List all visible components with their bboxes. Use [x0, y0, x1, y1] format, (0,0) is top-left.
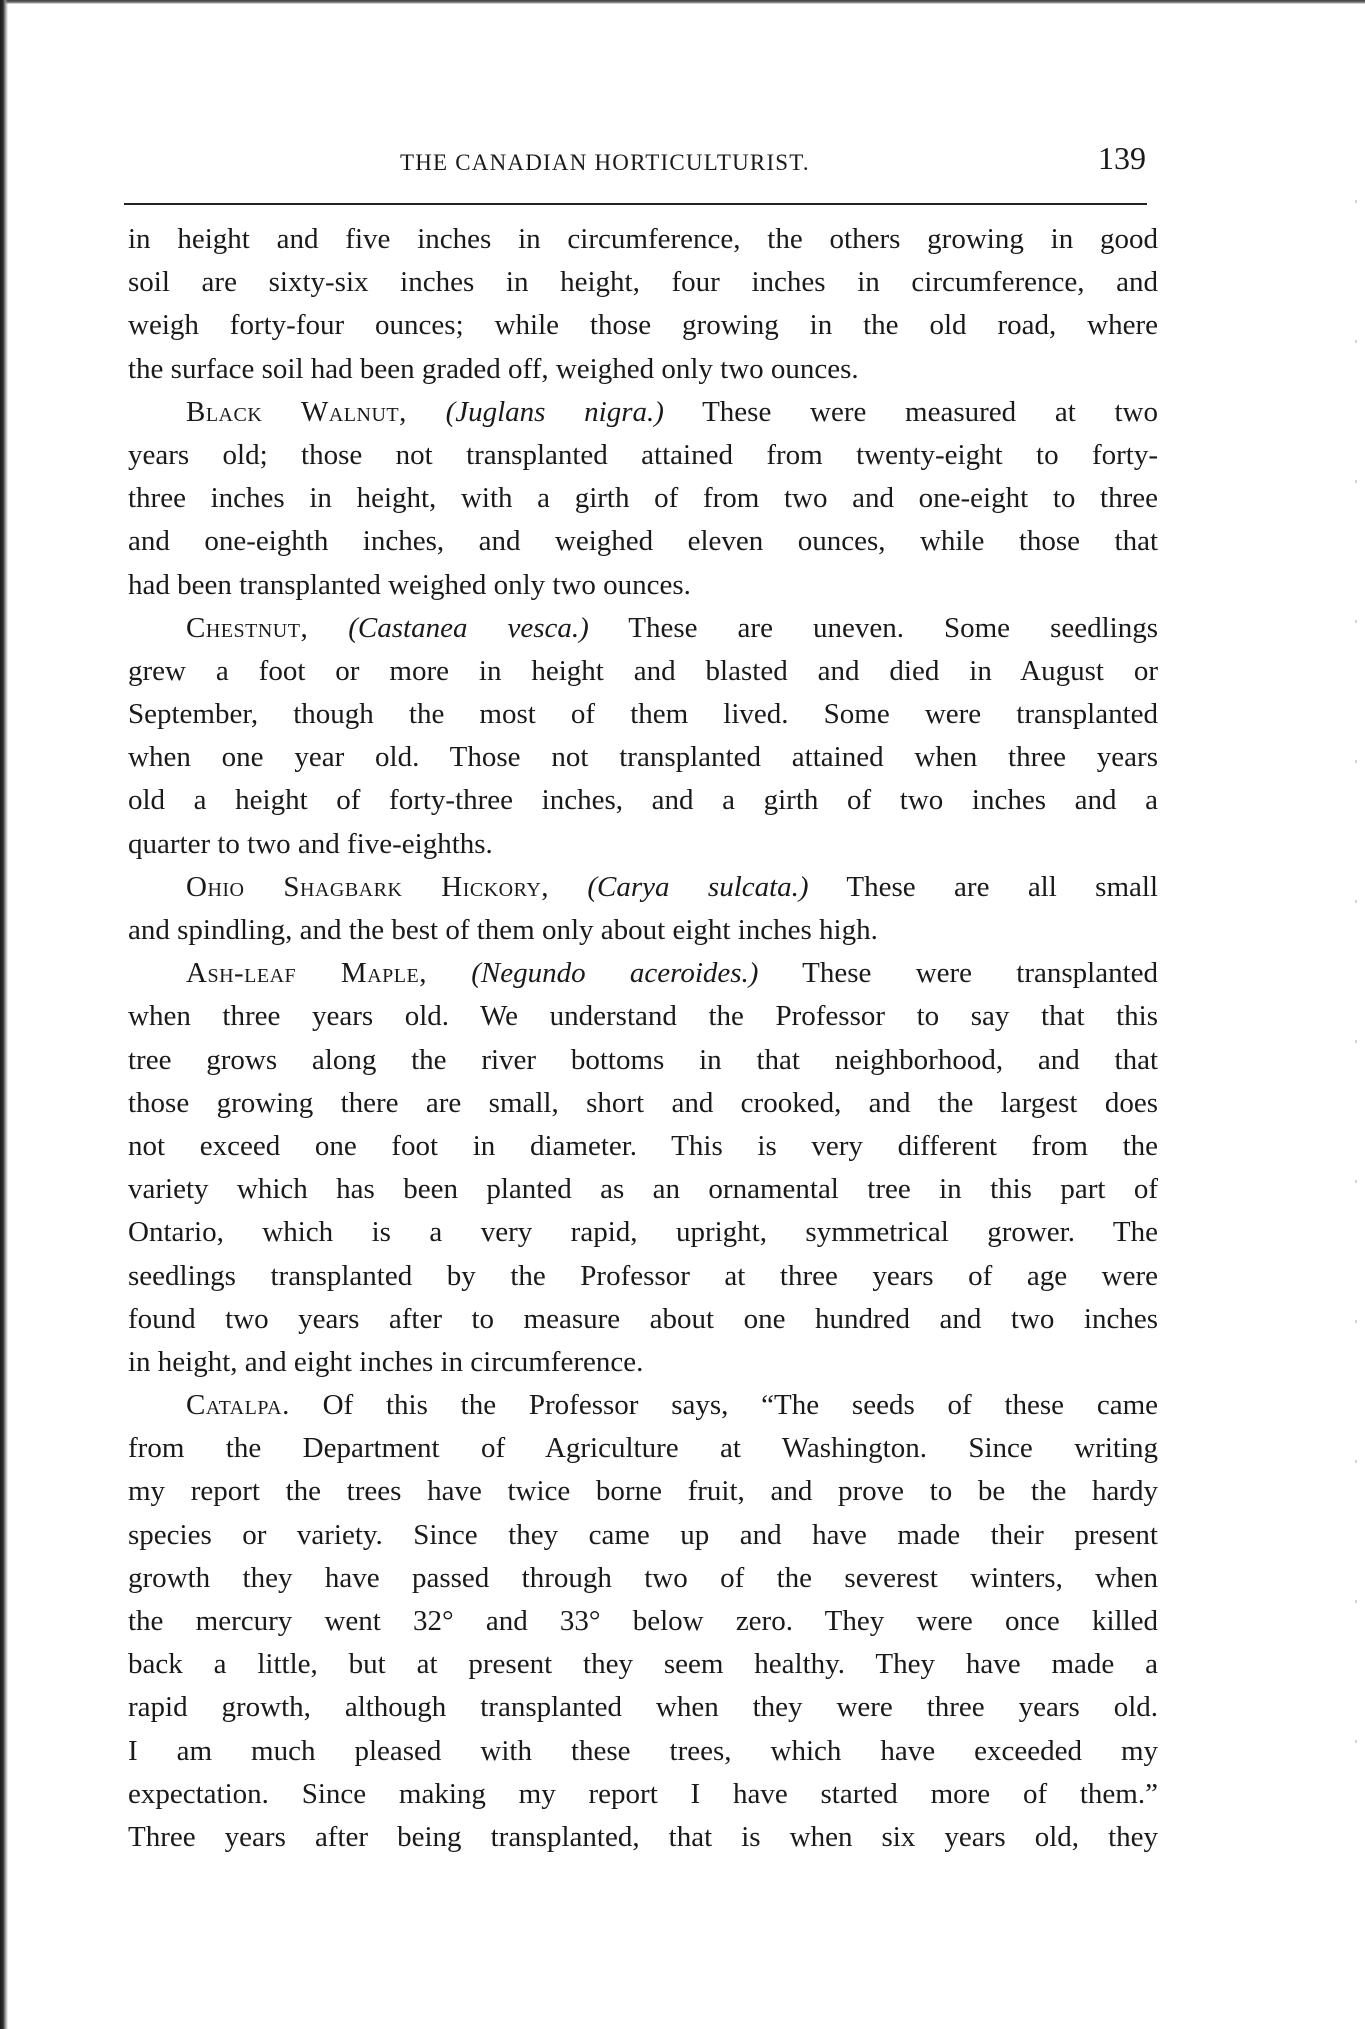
line-text: weigh forty-four ounces; while those growing in the old road, where	[128, 309, 1158, 342]
text-line	[128, 564, 1158, 607]
page-number: 139	[1098, 140, 1146, 176]
text-line	[128, 1557, 1158, 1600]
text-line	[128, 477, 1158, 520]
line-text: Of this the Professor says, “The seeds of these came	[322, 1389, 1158, 1422]
latin-name: (Negundo aceroides.)	[471, 957, 759, 990]
line-text: September, though the most of them lived. Some were transplanted	[128, 698, 1158, 731]
text-line	[128, 779, 1158, 822]
body-text	[128, 218, 1158, 1859]
latin-name: (Juglans nigra.)	[445, 395, 664, 428]
text-line	[128, 520, 1158, 563]
line-text: expectation. Since making my report I have started more of them.”	[128, 1777, 1158, 1810]
text-line	[128, 391, 1158, 434]
scan-top-edge	[0, 0, 1365, 4]
text-line	[128, 1773, 1158, 1816]
text-line	[128, 1125, 1158, 1168]
line-text: rapid growth, although transplanted when they were three years old.	[128, 1691, 1158, 1724]
text-line	[128, 1600, 1158, 1643]
text-line	[128, 261, 1158, 304]
text-line	[128, 1643, 1158, 1686]
line-text: These were measured at two	[663, 395, 1159, 428]
line-text: seedlings transplanted by the Professor at three years of age were	[128, 1259, 1158, 1292]
species-name: Chestnut,	[186, 611, 309, 644]
line-text: grew a foot or more in height and blasted and died in August or	[128, 654, 1158, 687]
text-line	[128, 1341, 1158, 1384]
text-line	[128, 909, 1158, 952]
line-text: These are uneven. Some seedlings	[588, 611, 1158, 644]
line-text: back a little, but at present they seem healthy. They have made a	[128, 1648, 1158, 1681]
line-text: species or variety. Since they came up and have made their present	[128, 1518, 1158, 1551]
text-line	[128, 434, 1158, 477]
text-line	[128, 218, 1158, 261]
species-name: Catalpa.	[186, 1389, 290, 1422]
text-line	[128, 1255, 1158, 1298]
text-line	[128, 693, 1158, 736]
text-line	[128, 1686, 1158, 1729]
text-line	[128, 866, 1158, 909]
line-text: from the Department of Agriculture at Washington. Since writing	[128, 1432, 1158, 1465]
text-line	[128, 1298, 1158, 1341]
line-text: old a height of forty-three inches, and a girth of two inches and a	[128, 784, 1158, 817]
line-text: Ontario, which is a very rapid, upright, symmetrical grower. The	[128, 1216, 1158, 1249]
text-line	[128, 1730, 1158, 1773]
text-line	[128, 952, 1158, 995]
species-name: Ash-leaf Maple,	[186, 957, 427, 990]
text-line	[128, 823, 1158, 866]
text-line	[128, 1816, 1158, 1859]
text-line	[128, 1039, 1158, 1082]
text-line	[128, 1514, 1158, 1557]
species-name: Ohio Shagbark Hickory,	[186, 870, 550, 903]
line-text: These were transplanted	[758, 957, 1159, 990]
line-text: variety which has been planted as an ornamental tree in this part of	[128, 1173, 1158, 1206]
header-rule	[124, 203, 1147, 205]
scan-edge-specks	[1355, 200, 1357, 1800]
line-text: growth they have passed through two of the severest winters, when	[128, 1561, 1158, 1594]
text-line	[128, 304, 1158, 347]
text-line	[128, 1168, 1158, 1211]
latin-name: (Castanea vesca.)	[348, 611, 589, 644]
text-line	[128, 995, 1158, 1038]
line-text: I am much pleased with these trees, which have exceeded my	[128, 1734, 1158, 1767]
line-text: not exceed one foot in diameter. This is very different from the	[128, 1129, 1158, 1162]
line-text: quarter to two and five-eighths.	[128, 827, 493, 860]
line-text: in height, and eight inches in circumference.	[128, 1345, 644, 1378]
line-text: tree grows along the river bottoms in that neighborhood, and that	[128, 1043, 1158, 1076]
scan-binding-edge	[0, 0, 8, 2029]
line-text: years old; those not transplanted attained from twenty-eight to forty-	[128, 438, 1158, 471]
text-line	[128, 607, 1158, 650]
text-line	[128, 650, 1158, 693]
text-line	[128, 1427, 1158, 1470]
line-text: those growing there are small, short and crooked, and the largest does	[128, 1086, 1158, 1119]
species-name: Black Walnut,	[186, 395, 407, 428]
line-text: the surface soil had been graded off, weighed only two ounces.	[128, 352, 859, 385]
line-text: the mercury went 32° and 33° below zero. They were once killed	[128, 1605, 1158, 1637]
line-text: soil are sixty-six inches in height, four inches in circumference, and	[128, 266, 1158, 299]
line-text: and spindling, and the best of them only about eight inches high.	[128, 914, 878, 946]
page-header	[130, 140, 1150, 184]
text-line	[128, 1082, 1158, 1125]
latin-name: (Carya sulcata.)	[587, 870, 809, 903]
line-text: when one year old. Those not transplanted attained when three years	[128, 741, 1158, 774]
line-text: when three years old. We understand the Professor to say that this	[128, 1000, 1158, 1033]
line-text: and one-eighth inches, and weighed eleven ounces, while those that	[128, 525, 1158, 558]
text-line	[128, 1384, 1158, 1427]
line-text: my report the trees have twice borne fruit, and prove to be the hardy	[128, 1475, 1158, 1508]
line-text: found two years after to measure about one hundred and two inches	[128, 1302, 1158, 1335]
text-line	[128, 1470, 1158, 1513]
line-text: three inches in height, with a girth of from two and one-eight to three	[128, 482, 1158, 515]
running-head: THE CANADIAN HORTICULTURIST.	[400, 150, 810, 175]
line-text: had been transplanted weighed only two ounces.	[128, 568, 691, 601]
line-text: Three years after being transplanted, that is when six years old, they	[128, 1820, 1158, 1853]
text-line	[128, 1211, 1158, 1254]
line-text: These are all small	[808, 870, 1158, 903]
text-line	[128, 348, 1158, 391]
text-line	[128, 736, 1158, 779]
line-text: in height and five inches in circumference, the others growing in good	[128, 223, 1158, 255]
